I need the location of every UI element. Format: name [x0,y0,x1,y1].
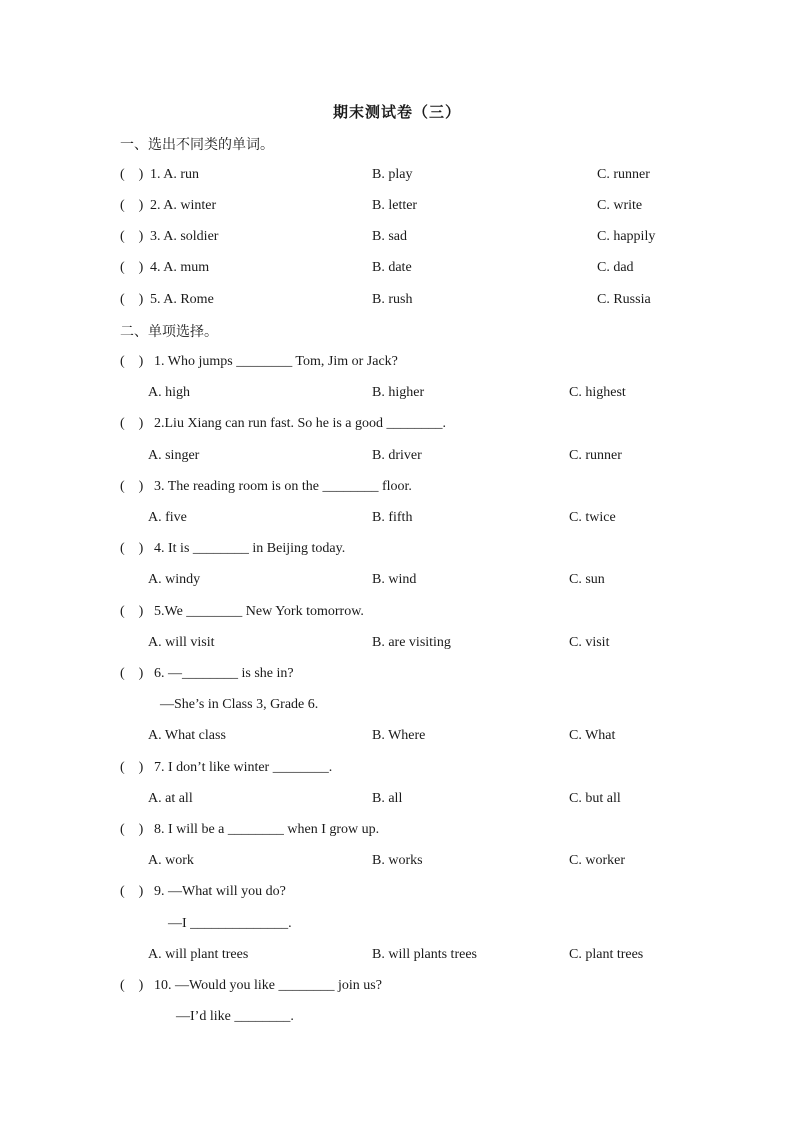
option-c: C. plant trees [569,947,644,962]
option-b: B. play [372,167,413,182]
option-a: 2. A. winter [150,198,217,213]
option-a: A. high [148,385,190,400]
answer-blank[interactable]: ( ) [120,229,144,244]
s1-question-4 [0,258,794,278]
s2-question-9 [0,882,794,902]
answer-blank[interactable]: ( ) [120,666,144,681]
s2-question-3 [0,477,794,497]
option-a: A. What class [148,728,226,743]
answer-blank[interactable]: ( ) [120,479,144,494]
option-a: A. will visit [148,635,215,650]
s1-question-1 [0,165,794,185]
option-c: C. highest [569,385,626,400]
s2-question-4 [0,539,794,559]
option-b: B. date [372,260,412,275]
answer-blank[interactable]: ( ) [120,604,144,619]
s1-question-3 [0,227,794,247]
answer-blank[interactable]: ( ) [120,167,144,182]
option-c: C. worker [569,853,625,868]
option-c: C. dad [597,260,634,275]
s2-reply-9 [0,914,794,934]
s2-options-4 [0,570,794,590]
option-c: C. runner [597,167,650,182]
option-b: B. fifth [372,510,413,525]
option-c: C. happily [597,229,656,244]
s2-question-2 [0,414,794,434]
answer-blank[interactable]: ( ) [120,760,144,775]
section-1-heading: 一、选出不同类的单词。 [120,137,274,153]
option-b: B. Where [372,728,426,743]
question-text: 9. —What will you do? [154,884,286,899]
option-a: 5. A. Rome [150,292,214,307]
option-b: B. rush [372,292,413,307]
s2-question-8 [0,820,794,840]
question-text: 7. I don’t like winter ________. [154,760,333,775]
answer-blank[interactable]: ( ) [120,416,144,431]
option-c: C. runner [569,448,622,463]
option-a: 3. A. soldier [150,229,219,244]
s2-options-9 [0,945,794,965]
s2-options-1 [0,383,794,403]
question-text: 10. —Would you like ________ join us? [154,978,382,993]
answer-blank[interactable]: ( ) [120,354,144,369]
s2-reply-6 [0,695,794,715]
option-b: B. are visiting [372,635,451,650]
question-text: 1. Who jumps ________ Tom, Jim or Jack? [154,354,398,369]
option-a: A. singer [148,448,200,463]
s2-question-10 [0,976,794,996]
s1-question-2 [0,196,794,216]
option-b: B. wind [372,572,417,587]
option-b: B. sad [372,229,407,244]
question-text: 8. I will be a ________ when I grow up. [154,822,380,837]
page-title: 期末测试卷（三） [332,103,461,121]
dialogue-reply: —I’d like ________. [176,1009,294,1024]
option-c: C. Russia [597,292,651,307]
question-text: 6. —________ is she in? [154,666,294,681]
option-b: B. higher [372,385,425,400]
question-text: 3. The reading room is on the ________ floor. [154,479,412,494]
s2-question-7 [0,758,794,778]
question-text: 2.Liu Xiang can run fast. So he is a good ________. [154,416,447,431]
s2-options-5 [0,633,794,653]
option-b: B. will plants trees [372,947,477,962]
option-c: C. What [569,728,616,743]
option-c: C. write [597,198,643,213]
option-b: B. all [372,791,403,806]
answer-blank[interactable]: ( ) [120,292,144,307]
option-a: A. work [148,853,194,868]
answer-blank[interactable]: ( ) [120,978,144,993]
s2-options-3 [0,508,794,528]
question-text: 5.We ________ New York tomorrow. [154,604,364,619]
option-a: A. windy [148,572,201,587]
option-a: 4. A. mum [150,260,210,275]
option-b: B. works [372,853,423,868]
option-c: C. but all [569,791,621,806]
answer-blank[interactable]: ( ) [120,822,144,837]
answer-blank[interactable]: ( ) [120,260,144,275]
answer-blank[interactable]: ( ) [120,198,144,213]
option-a: A. five [148,510,187,525]
s2-reply-10 [0,1007,794,1027]
question-text: 4. It is ________ in Beijing today. [154,541,346,556]
section-2-heading: 二、单项选择。 [120,324,218,340]
option-c: C. visit [569,635,610,650]
answer-blank[interactable]: ( ) [120,884,144,899]
s2-options-2 [0,446,794,466]
s1-question-5 [0,290,794,310]
dialogue-reply: —I ______________. [168,916,292,931]
option-a: A. will plant trees [148,947,249,962]
answer-blank[interactable]: ( ) [120,541,144,556]
s2-question-5 [0,602,794,622]
option-b: B. driver [372,448,422,463]
option-a: 1. A. run [150,167,199,182]
s2-options-8 [0,851,794,871]
option-c: C. twice [569,510,616,525]
option-c: C. sun [569,572,605,587]
option-b: B. letter [372,198,418,213]
option-a: A. at all [148,791,193,806]
s2-question-6 [0,664,794,684]
s2-options-6 [0,726,794,746]
s2-options-7 [0,789,794,809]
dialogue-reply: —She’s in Class 3, Grade 6. [160,697,319,712]
s2-question-1 [0,352,794,372]
